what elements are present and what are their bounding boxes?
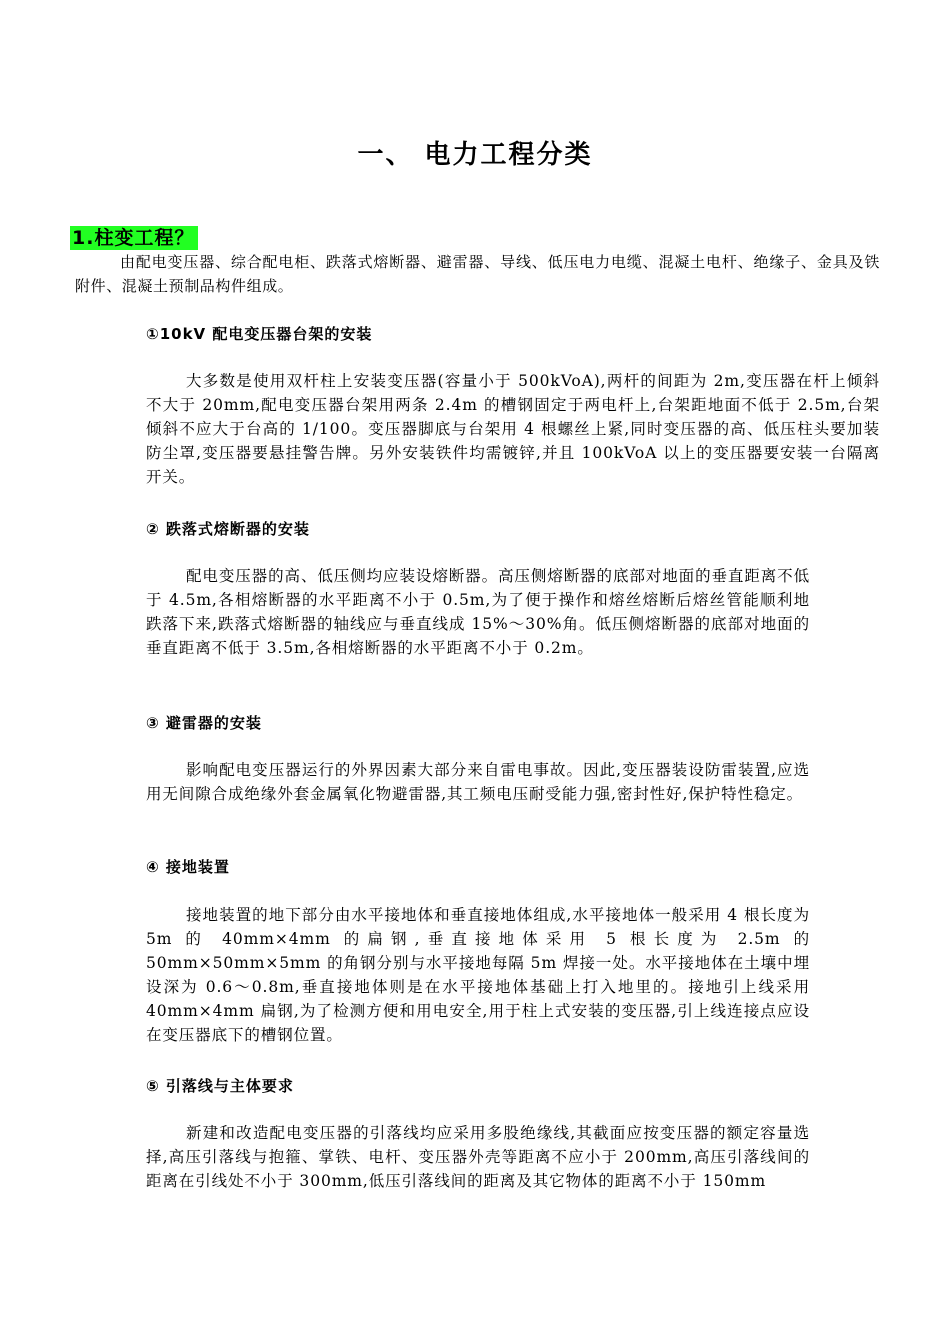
subsection-heading-lead-wire: ⑤ 引落线与主体要求 [146,1077,294,1095]
subsection-body-lead-wire: 新建和改造配电变压器的引落线均应采用多股绝缘线,其截面应按变压器的额定容量选择,高压引落线与抱箍、掌铁、电杆、变压器外壳等距离不应小于 200mm,高压引落线间的距离在引线处不小于 300mm,低压引落线间的距离及其它物体的距离不小于 150mm [146,1124,810,1190]
subsection-body-drop-fuse: 配电变压器的高、低压侧均应装设熔断器。高压侧熔断器的底部对地面的垂直距离不低于 4.5m,各相熔断器的水平距离不小于 0.5m,为了便于操作和熔丝熔断后熔丝管能顺利地跌落下来,跌落式熔断器的轴线应与垂直线成 15%～30%角。低压侧熔断器的底部对地面的垂直距离不低于 3.5m,各相熔断器的水平距离不小于 0.2m。 [146,567,810,657]
page-title: 一、 电力工程分类 [357,140,593,170]
section-heading: 1.柱变工程？ [70,226,198,250]
subsection-body-grounding: 接地装置的地下部分由水平接地体和垂直接地体组成,水平接地体一般采用 4 根长度为 5m 的 40mm×4mm 的扁钢,垂直接地体采用 5 根长度为 2.5m 的 50mm×50mm×5mm 的角钢分别与水平接地每隔 5m 焊接一处。水平接地体在土壤中埋设深为 0.6～0.8m,垂直接地体则是在水平接地体基础上打入地里的。接地引上线采用 40mm×4mm 扁钢,为了检测方便和用电安全,用于柱上式安装的变压器,引上线连接点应设在变压器底下的槽钢位置。 [146,906,810,1044]
subsection-heading-arrester: ③ 避雷器的安装 [146,714,262,732]
subsection-heading-grounding: ④ 接地装置 [146,858,230,876]
subsection-heading-drop-fuse: ② 跌落式熔断器的安装 [146,520,310,538]
subsection-heading-transformer-platform: ①10kV 配电变压器台架的安装 [146,325,373,343]
subsection-body-transformer-platform: 大多数是使用双杆柱上安装变压器(容量小于 500kVoA),两杆的间距为 2m,变压器在杆上倾斜不大于 20mm,配电变压器台架用两条 2.4m 的槽钢固定于两电杆上,台架距地面不低于 2.5m,台架倾斜不应大于台高的 1/100。变压器脚底与台架用 4 根螺丝上紧,同时变压器的高、低压柱头要加装防尘罩,变压器要悬挂警告牌。另外安装铁件均需镀锌,并且 100kVoA 以上的变压器要安装一台隔离开关。 [146,372,880,486]
subsection-body-arrester: 影响配电变压器运行的外界因素大部分来自雷电事故。因此,变压器装设防雷装置,应选用无间隙合成绝缘外套金属氧化物避雷器,其工频电压耐受能力强,密封性好,保护特性稳定。 [146,761,810,803]
section-intro-paragraph: 由配电变压器、综合配电柜、跌落式熔断器、避雷器、导线、低压电力电缆、混凝土电杆、绝缘子、金具及铁附件、混凝土预制品构件组成。 [75,253,880,295]
